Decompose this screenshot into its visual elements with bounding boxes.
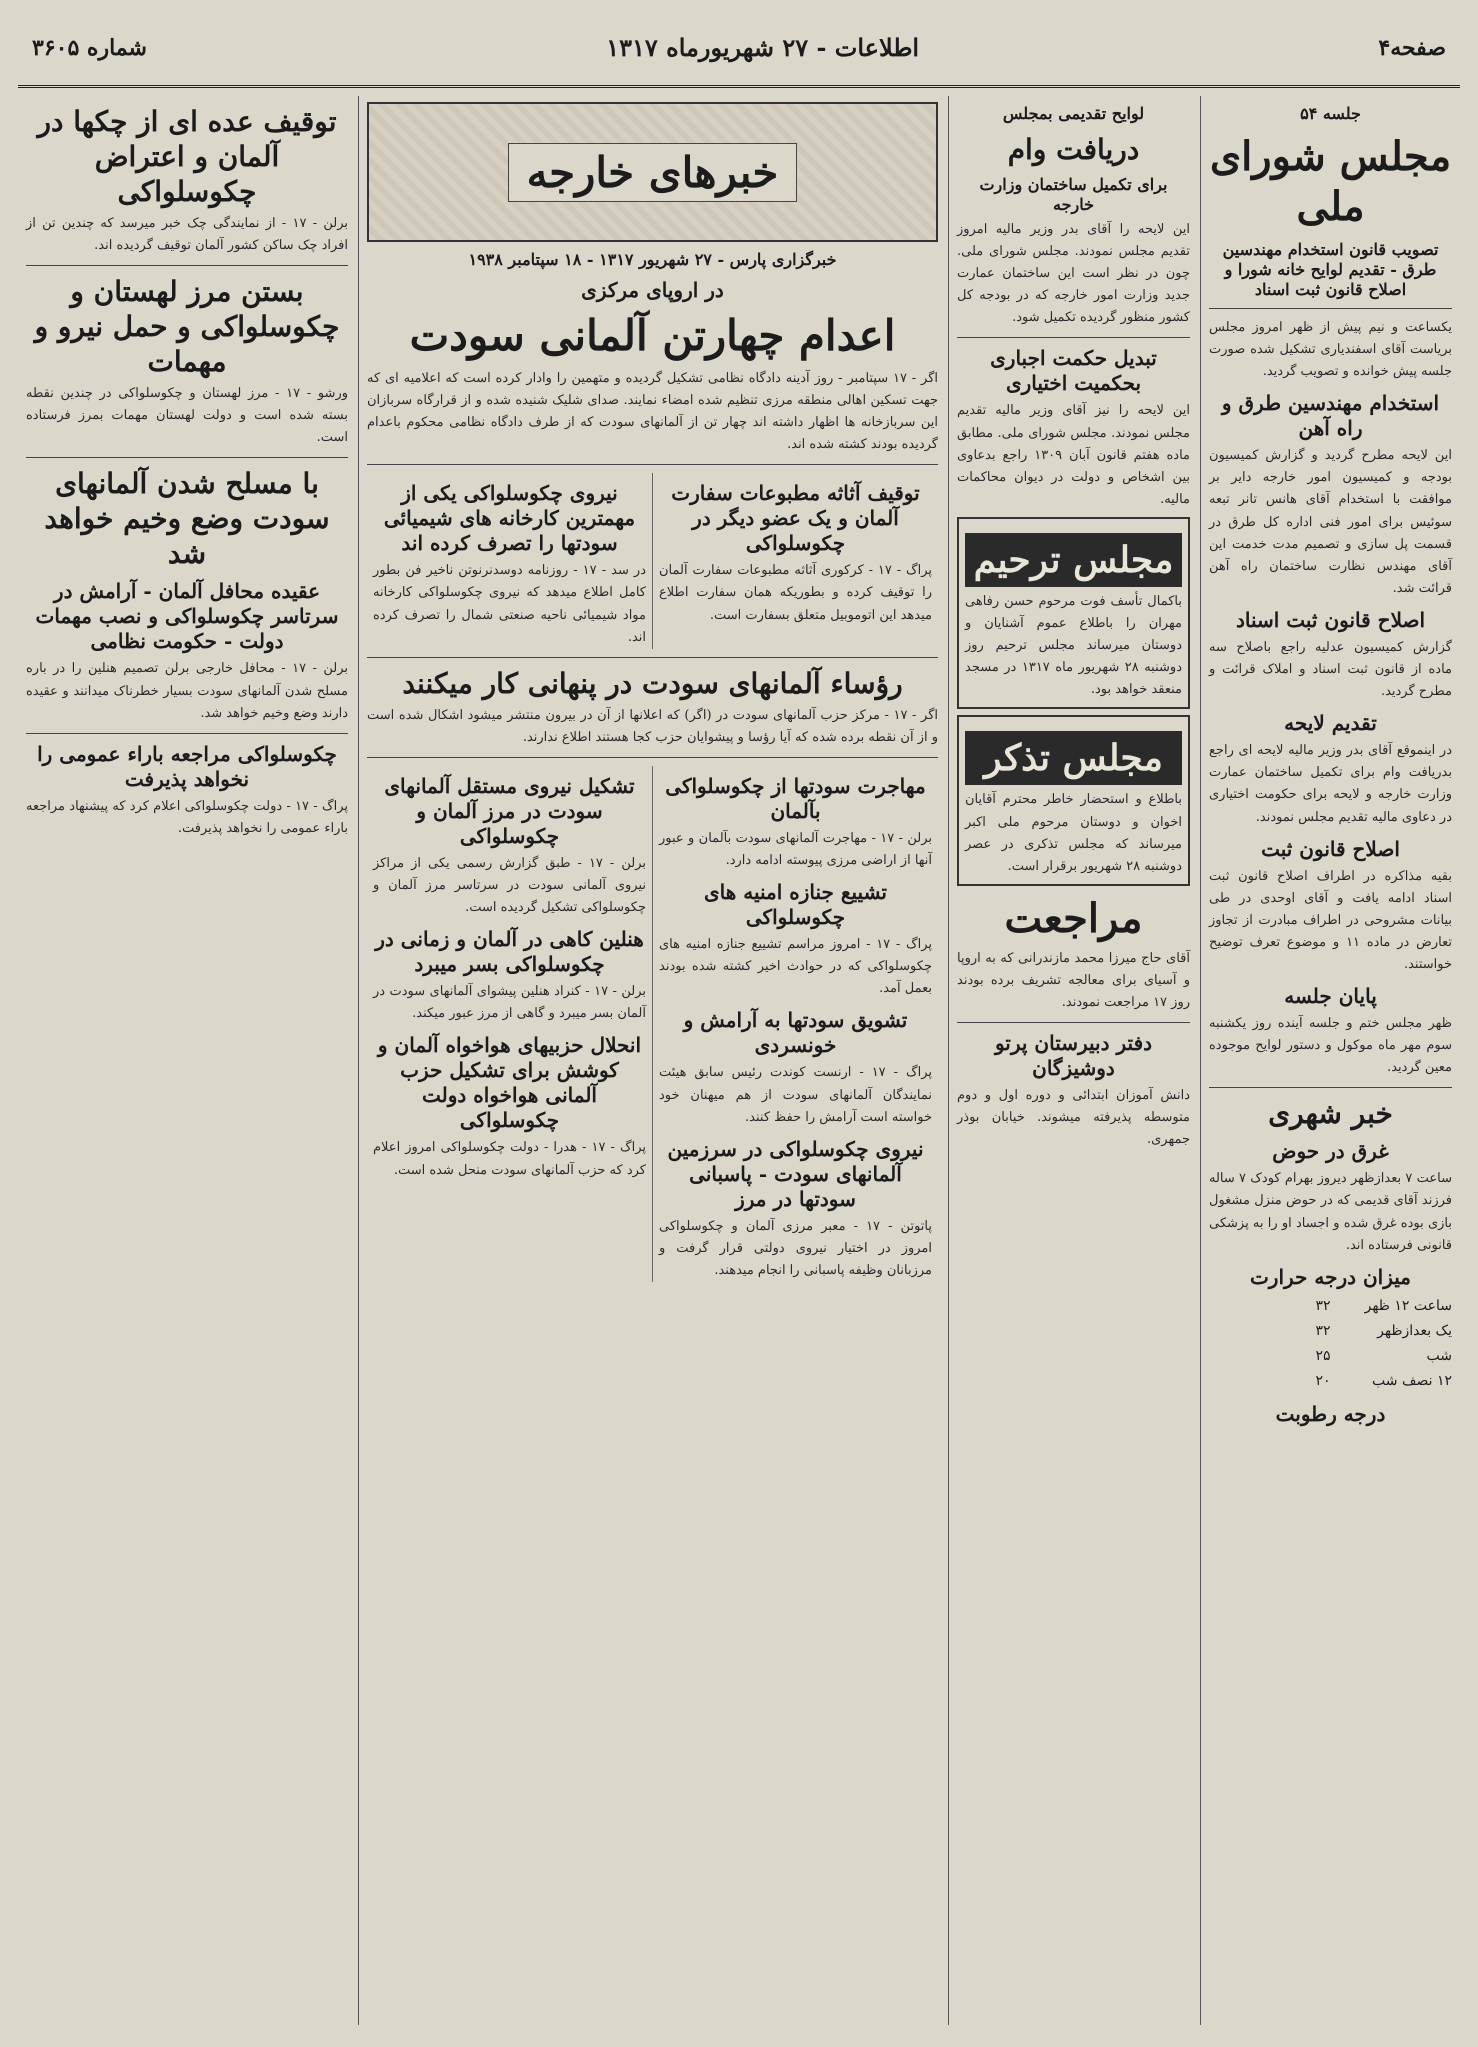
memorial-notice	[957, 715, 1190, 885]
article-title: دریافت وام	[1007, 133, 1140, 166]
article-title: نیروی چکوسلواکی یکی از مهمترین کارخانه های شیمیائی سودتها را تصرف کرده اند	[383, 481, 636, 556]
newspaper-page	[18, 10, 1460, 2037]
subcolumns	[367, 473, 938, 648]
section-heading: استخدام مهندسین طرق و راه آهن	[1221, 391, 1440, 441]
article-title: چکوسلواکی مراجعه باراء عمومی را نخواهد پذیرفت	[37, 741, 337, 791]
section-heading: تقدیم لایحه	[1284, 711, 1377, 736]
article-title: هنلین کاهی در آلمان و زمانی در چکوسلواکی بسر میبرد	[375, 927, 644, 977]
column-foreign-news	[358, 96, 946, 2025]
notice-title: مراجعت	[1004, 894, 1143, 942]
issue-number: شماره ۳۶۰۵	[32, 34, 147, 61]
column-czech-news	[18, 96, 356, 2025]
subcolumns	[367, 766, 938, 1282]
paragraph: این لایحه را آقای بدر وزیر مالیه امروز تقدیم مجلس نمودند. مجلس شورای ملی. چون در نظر است این ساختمان عمارت جدید وزارت امور خارجه که در بودجه کل کشور منظور گردیده تکمیل شود.	[957, 222, 1190, 326]
section-heading: خبر شهری	[1268, 1097, 1393, 1131]
column-label: لوایح تقدیمی بمجلس	[1002, 104, 1145, 123]
article-title: نیروی چکوسلواکی در سرزمین آلمانهای سودت - پاسبانی سودتها در مرز	[667, 1136, 924, 1211]
paragraph: در سد - ۱۷ - روزنامه دوسدنرنوتن ناخیر فن بطور کامل اطلاع میدهد که نیروی چکوسلواکی کارخانه مواد شیمیائی ناحیه صنعتی شمال را تصرف کرده اند.	[373, 563, 646, 645]
paragraph: بقیه مذاکره در اطراف اصلاح قانون ثبت اسناد ادامه یافت و آقای اوحدی در طی بیانات مشروحی در اطراف مبادرت از تجاوز تعارض در ماده ۱۱ و موضوع تعرف توضیح خواستند.	[1209, 868, 1452, 972]
banner-title: خبرهای خارجه	[508, 143, 798, 202]
section-heading: غرق در حوض	[1272, 1139, 1389, 1164]
temperature-table	[1209, 1294, 1452, 1395]
column-bills	[948, 96, 1198, 2025]
paragraph: پراگ - ۱۷ - کرکوری آثاثه مطبوعات سفارت آلمان را توقیف کرده و بطوریکه همان سفارت اطلاع میدهد این اتوموبیل متعلق بسفارت است.	[659, 563, 932, 623]
subcolumn	[652, 766, 938, 1282]
article-title: توقیف آثاثه مطبوعات سفارت آلمان و یک عضو دیگر در چکوسلواکی	[671, 481, 920, 556]
article-title: تشویق سودتها به آرامش و خونسردی	[683, 1008, 908, 1058]
notice-title: مجلس تذکر	[965, 731, 1182, 785]
headline: رؤساء آلمانهای سودت در پنهانی کار میکنند	[402, 666, 903, 700]
section-heading: اصلاح قانون ثبت	[1261, 836, 1400, 861]
section-heading: اصلاح قانون ثبت اسناد	[1235, 607, 1426, 632]
session-label: جلسه ۵۴	[1300, 104, 1361, 123]
divider	[367, 657, 938, 658]
column-parliament	[1200, 96, 1460, 2025]
subcolumn	[652, 473, 938, 648]
divider	[1209, 1087, 1452, 1088]
paragraph: برلن - ۱۷ - مهاجرت آلمانهای سودت بآلمان و عبور آنها از اراضی مرزی پیوسته ادامه دارد.	[659, 830, 932, 869]
paragraph: برلن - ۱۷ - طبق گزارش رسمی یکی از مراکز نیروی آلمانی سودت در سرتاسر مرز آلمان و چکوسلواکی تشکیل گردیده است.	[373, 855, 646, 916]
headline: اعدام چهارتن آلمانی سودت	[409, 311, 896, 360]
article-subtitle: عقیده محافل آلمان - آرامش در سرتاسر چکوسلواکی و نصب مهمات دولت - حکومت نظامی	[35, 579, 339, 654]
paragraph: ساعت ۷ بعدازظهر دیروز بهرام کودک ۷ ساله فرزند آقای قدیمی که در حوض منزل مشغول بازی بوده غرق شده و اجساد او را به پزشکی قانونی فرستاده اند.	[1209, 1171, 1452, 1253]
paragraph: این لایحه مطرح گردید و گزارش کمیسیون بودجه و کمیسیون امور خارجه دایر بر موافقت با استخدام آقای هانس تانر تبعه سوئیس برای امور فنی اداره کل طرق در قسمت پل سازی و تصمیم مدت خدمت این آقای مهندس نظارت ساختمان راه آهن قرائت شد.	[1209, 448, 1452, 596]
divider	[26, 265, 348, 266]
paragraph: اگر - ۱۷ سپتامبر - روز آدینه دادگاه نظامی تشکیل گردیده و متهمین را وادار کرده است که اعلامیه ای که جهت تسکین اهالی منطقه مرزی تنظیم شده امضاء نمایند. صدای شلیک شنیده شده و از قرارگاه سربازان این سربازخانه ها اظهار داشته اند چهار تن از آلمانهای سودت که از طرف دادگاه نظامی محکوم باعدام گردیده بودند کشته شده اند.	[367, 371, 938, 453]
kicker: در اروپای مرکزی	[581, 278, 724, 302]
section-banner	[367, 102, 938, 242]
paragraph: ظهر مجلس ختم و جلسه آینده روز یکشنبه سوم مهر ماه موکول و دستور لوایح موجوده معین گردید.	[1209, 1016, 1452, 1076]
subcolumn	[367, 473, 652, 648]
article-title: بستن مرز لهستان و چکوسلواکی و حمل نیرو و مهمات	[34, 275, 340, 379]
paragraph: باطلاع و استحضار خاطر محترم آقایان اخوان و دوستان مرحوم ملی اکبر میرساند که مجلس تذکری در عصر دوشنبه ۲۸ شهریور برقرار است.	[965, 792, 1182, 874]
article-title: مجلس شورای ملی	[1209, 133, 1452, 230]
paragraph: یکساعت و نیم پیش از ظهر امروز مجلس بریاست آقای اسفندیاری تشکیل شده صورت جلسه پیش خوانده و تصویب گردید.	[1209, 320, 1452, 380]
table-row: ساعت ۱۲ ظهر ۳۲	[1315, 1297, 1452, 1314]
notice-title: مجلس ترحیم	[965, 533, 1182, 587]
section-heading: پایان جلسه	[1284, 984, 1377, 1009]
section-heading: درجه رطوبت	[1275, 1402, 1386, 1427]
paragraph: در اینموقع آقای بدر وزیر مالیه لایحه ای راجع بدریافت وام برای تکمیل ساختمان عمارت وزارت خارجه و لایحه برای حکومت اختیاری در دعاوی مالیه تقدیم مجلس نمودند.	[1209, 743, 1452, 825]
article-title: تبدیل حکمت اجباری بحکمیت اختیاری	[990, 346, 1157, 396]
divider	[26, 733, 348, 734]
article-title: مهاجرت سودتها از چکوسلواکی بآلمان	[665, 773, 926, 823]
page-number: صفحه۴	[1378, 34, 1446, 61]
paragraph: برلن - ۱۷ - از نمایندگی چک خبر میرسد که چندین تن از افراد چک ساکن کشور آلمان توقیف گردیده اند.	[26, 216, 349, 254]
paragraph: ورشو - ۱۷ - مرز لهستان و چکوسلواکی در چندین نقطه بسته شده است و دولت لهستان مهمات بمرز فرستاده است.	[26, 386, 348, 446]
article-subtitle: تصویب قانون استخدام مهندسین طرق - تقدیم لوایح خانه شورا و اصلاح قانون ثبت اسناد	[1222, 240, 1439, 299]
article-title: تشکیل نیروی مستقل آلمانهای سودت در مرز آلمان و چکوسلواکی	[384, 773, 635, 848]
paragraph: پاتوتن - ۱۷ - معبر مرزی آلمان و چکوسلواکی امروز در اختیار نیروی دولتی قرار گرفت و مرزبانان وظیفه پاسبانی را انجام میدهند.	[659, 1218, 932, 1278]
divider	[26, 457, 348, 458]
paragraph: پراگ - ۱۷ - امروز مراسم تشییع جنازه امنیه های چکوسلواکی که در حوادث اخیر کشته شده بودند بعمل آمد.	[659, 937, 932, 997]
paragraph: آقای حاج میرزا محمد مازندرانی که به اروپا و آسیای برای معالجه تشریف برده بودند روز ۱۷ مراجعت نمودند.	[957, 950, 1190, 1010]
article-title: انحلال حزبیهای هواخواه آلمان و کوشش برای تشکیل حزب آلمانی هواخواه دولت چکوسلواکی	[377, 1033, 642, 1133]
paragraph: باکمال تأسف فوت مرحوم حسن رفاهی مهران را باطلاع عموم آشنایان و دوستان میرساند مجلس ترحیم روز دوشنبه ۲۸ شهریور ماه ۱۳۱۷ در مسجد منعقد خواهد بود.	[965, 593, 1182, 698]
paragraph: دانش آموزان ابتدائی و دوره اول و دوم متوسطه پذیرفته میشوند. خیابان بوذر جمهری.	[957, 1088, 1190, 1148]
date-line: اطلاعات - ۲۷ شهریورماه ۱۳۱۷	[606, 33, 920, 62]
article-title: تشییع جنازه امنیه های چکوسلواکی	[704, 880, 887, 930]
table-row: شب ۲۵	[1315, 1348, 1452, 1365]
notice-title: دفتر دبیرستان پرتو دوشیزگان	[994, 1031, 1153, 1081]
article-title: با مسلح شدن آلمانهای سودت وضع وخیم خواهد شد	[44, 467, 330, 571]
divider	[367, 757, 938, 758]
table-row: ۱۲ نصف شب ۲۰	[1315, 1373, 1452, 1390]
subcolumn	[367, 766, 652, 1282]
paragraph: برلن - ۱۷ - کنراد هنلین پیشوای آلمانهای سودت در آلمان بسر میبرد و گاهی از مرز عبور میکند.	[373, 984, 646, 1022]
article-title: توقیف عده ای از چکها در آلمان و اعتراض چکوسلواکی	[37, 105, 337, 208]
divider	[957, 1022, 1190, 1023]
paragraph: این لایحه را نیز آقای وزیر مالیه تقدیم مجلس نمودند. مجلس شورای ملی. مطابق ماده هفتم قانون آبان ۱۳۰۹ راجع بدعاوی بین اشخاص و دولت در دیوان محاکمات مالیه.	[957, 403, 1190, 507]
paragraph: برلن - ۱۷ - محافل خارجی برلن تصمیم هنلین را در باره مسلح شدن آلمانهای سودت بسیار خطرناک میدانند و عقیده دارند وضع وخیم خواهد شد.	[26, 661, 348, 721]
article-subtitle: برای تکمیل ساختمان وزارت خارجه	[979, 175, 1168, 214]
section-heading: میزان درجه حرارت	[1249, 1264, 1412, 1289]
agency-line: خبرگزاری پارس - ۲۷ شهریور ۱۳۱۷ - ۱۸ سپتامبر ۱۹۳۸	[468, 250, 837, 269]
divider	[367, 464, 938, 465]
paragraph: گزارش کمیسیون عدلیه راجع باصلاح سه ماده از قانون ثبت اسناد و املاک قرائت و مطرح گردید.	[1209, 639, 1452, 700]
table-row: یک بعدازظهر ۳۲	[1315, 1322, 1452, 1339]
paragraph: پراگ - ۱۷ - ارنست کوندت رئیس سابق هیئت نمایندگان آلمانهای سودت از هم میهنان خود خواسته است آرامش را حفظ کنند.	[659, 1065, 932, 1125]
memorial-notice	[957, 517, 1190, 709]
divider	[957, 337, 1190, 338]
paragraph: پراگ - ۱۷ - هدرا - دولت چکوسلواکی امروز اعلام کرد که حزب آلمانهای سودت منحل شده است.	[373, 1140, 646, 1178]
paragraph: پراگ - ۱۷ - دولت چکوسلواکی اعلام کرد که پیشنهاد مراجعه باراء عمومی را نخواهد پذیرفت.	[26, 798, 348, 836]
paragraph: اگر - ۱۷ - مرکز حزب آلمانهای سودت در (اگر) که اعلانها از آن در بیرون منتشر میشود اشکال شده است و از آن نقطه برده شده که آیا رؤسا و پیشوایان حزب کجا هستند اطلاع ندارند.	[367, 707, 938, 745]
divider	[1209, 308, 1452, 309]
masthead	[18, 10, 1460, 88]
